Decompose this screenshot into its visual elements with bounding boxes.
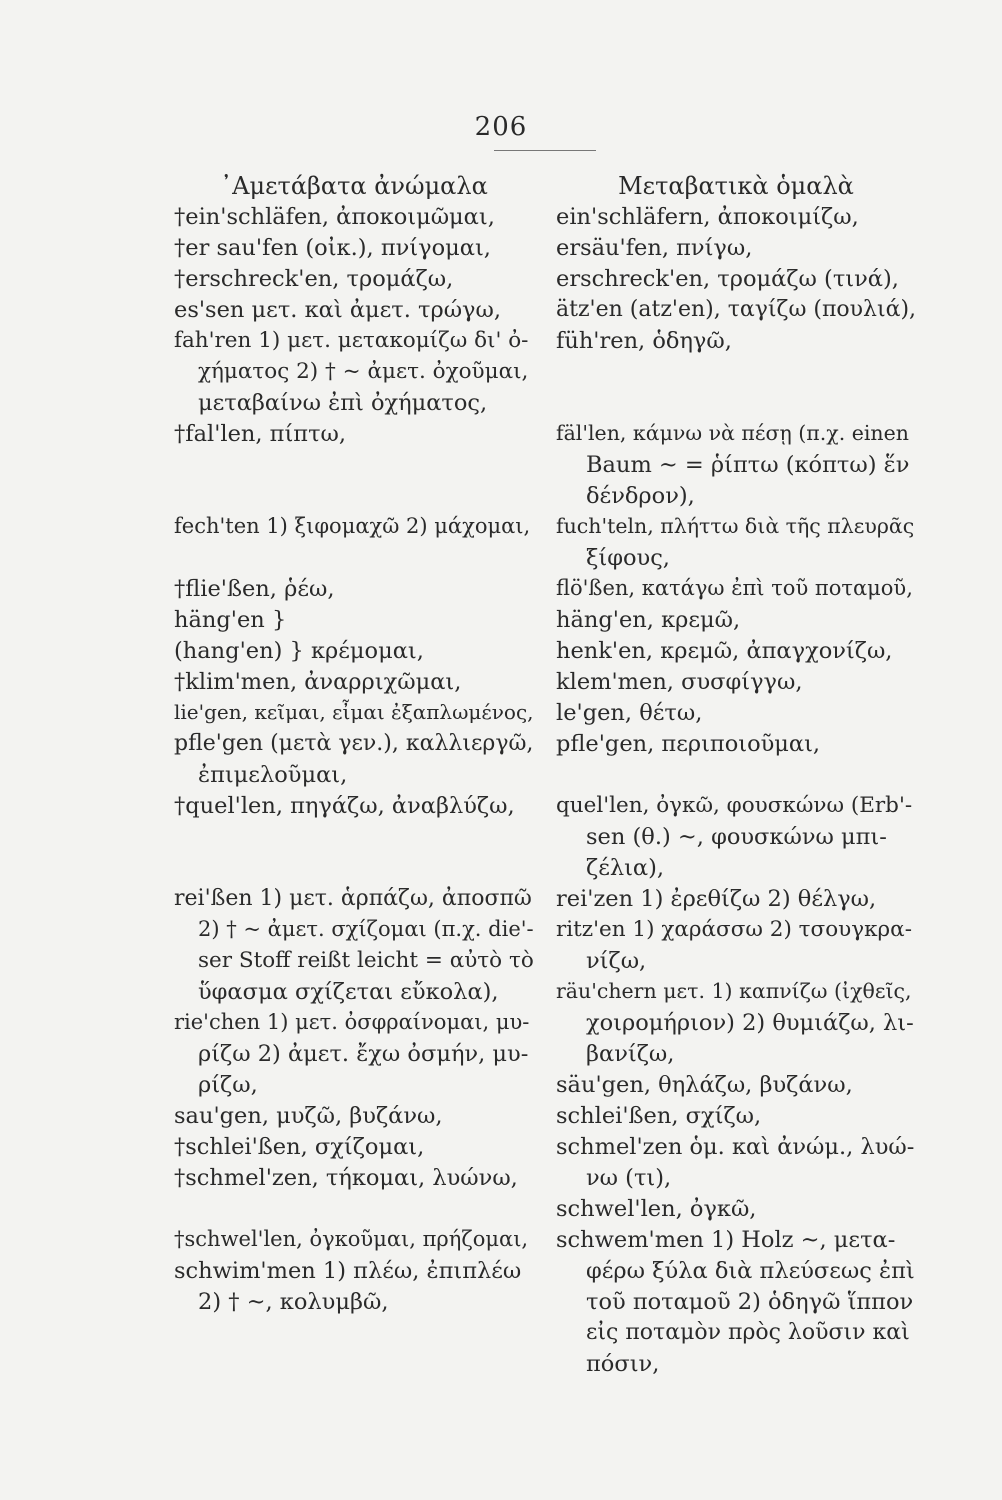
left-line: ρίζω 2) ἀμετ. ἔχω ὀσμήν, μυ-	[198, 1041, 529, 1067]
right-line: flö'ßen, κατάγω ἐπὶ τοῦ ποταμοῦ,	[556, 576, 913, 600]
left-line: †erschreck'en, τρομάζω,	[174, 266, 454, 292]
left-line: †quel'len, πηγάζω, ἀναβλύζω,	[174, 793, 515, 819]
left-line: ser Stoff reißt leicht = αὐτὸ τὸ	[198, 948, 534, 973]
page-number-rule	[494, 150, 596, 151]
right-line: henk'en, κρεμῶ, ἀπαγχονίζω,	[556, 638, 893, 664]
right-line: sen (θ.) ~, φουσκώνω μπι-	[586, 824, 887, 850]
left-line: pfle'gen (μετὰ γεν.), καλλιεργῶ,	[174, 731, 534, 756]
right-line: δένδρον),	[586, 483, 695, 509]
left-line: †klim'men, ἀναρριχῶμαι,	[174, 669, 462, 695]
right-line: schlei'ßen, σχίζω,	[556, 1103, 762, 1129]
left-line: lie'gen, κεῖμαι, εἶμαι ἐξαπλωμένος,	[174, 700, 534, 724]
left-line: †schmel'zen, τήκομαι, λυώνω,	[174, 1165, 518, 1191]
right-line: le'gen, θέτω,	[556, 700, 703, 726]
left-line: schwim'men 1) πλέω, ἐπιπλέω	[174, 1258, 522, 1284]
left-line: †fal'len, πίπτω,	[174, 421, 347, 447]
right-line: ξίφους,	[586, 545, 670, 571]
right-column-heading: Μεταβατικὰ ὁμαλὰ	[618, 172, 854, 200]
left-line: †flie'ßen, ῥέω,	[174, 576, 335, 602]
right-line: quel'len, ὀγκῶ, φουσκώνω (Erb'-	[556, 793, 913, 818]
right-line: πόσιν,	[586, 1351, 660, 1377]
right-line: νίζω,	[586, 948, 647, 974]
left-line: †ein'schläfen, ἀποκοιμῶμαι,	[174, 204, 495, 230]
right-line: füh'ren, ὁδηγῶ,	[556, 328, 732, 354]
right-line: νω (τι),	[586, 1165, 672, 1191]
left-line: 2) † ~ ἀμετ. σχίζομαι (π.χ. die'-	[198, 917, 534, 941]
left-line: χήματος 2) † ~ ἀμετ. ὀχοῦμαι,	[198, 359, 529, 384]
left-line: fech'ten 1) ξιφομαχῶ 2) μάχομαι,	[174, 514, 531, 538]
left-line: †schlei'ßen, σχίζομαι,	[174, 1134, 425, 1160]
right-line: fuch'teln, πλήττω διὰ τῆς πλευρᾶς	[556, 514, 915, 538]
left-line: 2) † ~, κολυμβῶ,	[198, 1289, 389, 1315]
right-line: ritz'en 1) χαράσσω 2) τσουγκρα-	[556, 917, 912, 942]
left-column-heading: ᾿Αμετάβατα ἀνώμαλα	[220, 172, 488, 200]
left-line: rei'ßen 1) μετ. ἁρπάζω, ἀποσπῶ	[174, 886, 532, 911]
right-line: ζέλια),	[586, 855, 665, 881]
right-line: τοῦ ποταμοῦ 2) ὁδηγῶ ἵππον	[586, 1289, 914, 1315]
right-line: φέρω ξύλα διὰ πλεύσεως ἐπὶ	[586, 1258, 915, 1284]
right-line: erschreck'en, τρομάζω (τινά),	[556, 266, 899, 292]
right-line: ätz'en (atz'en), ταγίζω (πουλιά),	[556, 297, 917, 322]
left-line: ἐπιμελοῦμαι,	[198, 762, 348, 788]
left-line: häng'en }	[174, 607, 287, 633]
right-line: βανίζω,	[586, 1041, 675, 1067]
left-line: sau'gen, μυζῶ, βυζάνω,	[174, 1103, 443, 1129]
left-line: (hang'en) } κρέμομαι,	[174, 638, 424, 664]
right-line: fäl'len, κάμνω νὰ πέσῃ (π.χ. einen	[556, 421, 909, 445]
right-line: schwem'men 1) Holz ~, μετα-	[556, 1227, 896, 1253]
right-line: pfle'gen, περιποιοῦμαι,	[556, 731, 821, 757]
right-line: εἰς ποταμὸν πρὸς λοῦσιν καὶ	[586, 1320, 910, 1345]
left-line: μεταβαίνω ἐπὶ ὀχήματος,	[198, 390, 488, 416]
left-line: es'sen μετ. καὶ ἀμετ. τρώγω,	[174, 297, 502, 323]
right-line: ein'schläfern, ἀποκοιμίζω,	[556, 204, 859, 230]
left-line: †er sau'fen (οἰκ.), πνίγομαι,	[174, 235, 491, 261]
right-line: schwel'len, ὀγκῶ,	[556, 1196, 757, 1222]
right-line: säu'gen, θηλάζω, βυζάνω,	[556, 1072, 853, 1098]
right-line: χοιρομήριον) 2) θυμιάζω, λι-	[586, 1010, 914, 1036]
left-line: rie'chen 1) μετ. ὀσφραίνομαι, μυ-	[174, 1010, 530, 1034]
right-line: ersäu'fen, πνίγω,	[556, 235, 753, 261]
right-line: Baum ~ = ῥίπτω (κόπτω) ἕν	[586, 452, 910, 478]
right-line: klem'men, συσφίγγω,	[556, 669, 803, 695]
right-line: schmel'zen ὁμ. καὶ ἀνώμ., λυώ-	[556, 1134, 915, 1160]
left-line: ρίζω,	[198, 1072, 258, 1098]
left-line: fah'ren 1) μετ. μετακομίζω δι' ὀ-	[174, 328, 529, 353]
right-line: häng'en, κρεμῶ,	[556, 607, 741, 633]
page-number: 206	[474, 112, 528, 142]
left-line: †schwel'len, ὀγκοῦμαι, πρήζομαι,	[174, 1227, 529, 1251]
right-line: räu'chern μετ. 1) καπνίζω (ἰχθεῖς,	[556, 979, 912, 1003]
left-line: ὕφασμα σχίζεται εὔκολα),	[198, 979, 499, 1005]
right-line: rei'zen 1) ἐρεθίζω 2) θέλγω,	[556, 886, 877, 912]
